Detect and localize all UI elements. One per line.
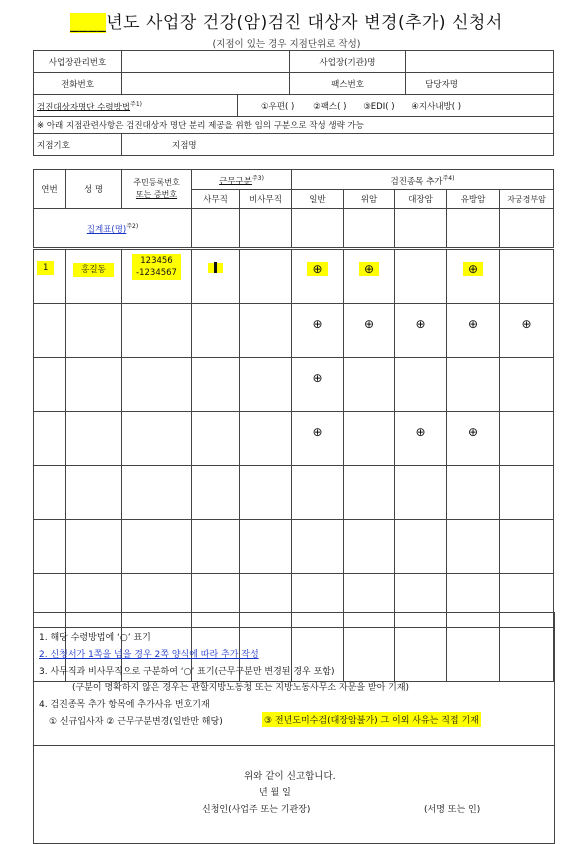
header-colon: 대장암 <box>395 190 447 209</box>
cell-seq[interactable] <box>34 412 66 466</box>
mgmt-no-label: 사업장관리번호 <box>34 51 122 73</box>
cell-rrn[interactable] <box>122 304 192 358</box>
branch-notice: ※ 아래 지점관련사항은 검진대상자 명단 분리 제공을 위한 임의 구분으로 작성 생략 가능 <box>34 117 554 134</box>
method-mail[interactable]: ①우편( ) <box>261 101 295 112</box>
cell-colon[interactable] <box>395 304 447 358</box>
circle-mark: ⊕ <box>312 425 323 439</box>
title-text: 년도 사업장 건강(암)검진 대상자 변경(추가) 신청서 <box>106 13 503 33</box>
cell-breast[interactable] <box>447 304 500 358</box>
cell-general[interactable] <box>292 466 344 520</box>
contact-label: 담당자명 <box>406 73 554 95</box>
cell-breast[interactable] <box>447 249 500 304</box>
header-work-type: 근무구분$^{주3)}$ <box>192 170 292 190</box>
cell-office[interactable] <box>192 304 240 358</box>
cell-rrn[interactable] <box>122 358 192 412</box>
table-row <box>34 466 554 520</box>
cell-breast[interactable] <box>447 358 500 412</box>
circle-mark: ⊕ <box>312 317 323 331</box>
workplace-name-label: 사업장(기관)명 <box>290 51 406 73</box>
cell-cervical[interactable] <box>500 249 554 304</box>
circle-mark: ⊕ <box>467 425 479 439</box>
form-subtitle: (지점이 있는 경우 지점단위로 작성) <box>212 39 361 50</box>
summary-cell[interactable] <box>344 209 395 249</box>
cell-rrn[interactable] <box>122 249 192 304</box>
office-mark <box>208 263 223 273</box>
cell-rrn[interactable] <box>122 520 192 574</box>
header-non-office: 비사무직 <box>240 190 292 209</box>
examinee-table <box>33 169 554 682</box>
cell-name[interactable] <box>66 358 122 412</box>
branch-code-label: 지점기호 <box>34 134 122 156</box>
cell-seq[interactable] <box>34 249 66 304</box>
cell-general[interactable] <box>292 249 344 304</box>
table-row <box>34 304 554 358</box>
circle-mark: ⊕ <box>415 425 426 439</box>
cell-name[interactable] <box>66 249 122 304</box>
cell-colon[interactable] <box>395 249 447 304</box>
header-cervical: 자궁경부암 <box>500 190 554 209</box>
name-value: 홍길동 <box>73 263 114 277</box>
receive-method-label: 검진대상자명단 수령방법$^{주1)}$ <box>34 95 238 117</box>
cell-general[interactable] <box>292 412 344 466</box>
cell-non-office[interactable] <box>240 466 292 520</box>
cell-colon[interactable] <box>395 466 447 520</box>
cell-stomach[interactable] <box>344 304 395 358</box>
method-fax[interactable]: ②팩스( ) <box>313 101 347 112</box>
summary-cell[interactable] <box>395 209 447 249</box>
cell-office[interactable] <box>192 358 240 412</box>
table-row <box>34 358 554 412</box>
cell-name[interactable] <box>66 412 122 466</box>
cell-non-office[interactable] <box>240 412 292 466</box>
note-4b: ③ 전년도미수검(대장암불가) 그 이외 사유는 직접 기재 <box>262 712 481 727</box>
cell-seq[interactable] <box>34 304 66 358</box>
cell-non-office[interactable] <box>240 358 292 412</box>
summary-cell[interactable] <box>447 209 500 249</box>
cell-stomach[interactable] <box>344 466 395 520</box>
method-edi[interactable]: ③EDI( ) <box>363 101 395 112</box>
phone-label: 전화번호 <box>34 73 122 95</box>
note-2[interactable]: 2. 신청서가 1쪽을 넘을 경우 2쪽 양식에 따라 추가 작성 <box>39 650 259 660</box>
summary-cell[interactable] <box>192 209 240 249</box>
cell-office[interactable] <box>192 412 240 466</box>
declaration-section <box>33 745 555 844</box>
phone-field[interactable] <box>122 73 290 95</box>
header-breast: 유방암 <box>447 190 500 209</box>
cell-cervical[interactable] <box>500 520 554 574</box>
circle-mark: ⊕ <box>521 317 532 331</box>
cell-cervical[interactable] <box>500 466 554 520</box>
cell-seq[interactable] <box>34 358 66 412</box>
header-seq: 연번 <box>34 170 66 209</box>
cell-non-office[interactable] <box>240 249 292 304</box>
cell-rrn[interactable] <box>122 412 192 466</box>
table-row <box>34 520 554 574</box>
cell-colon[interactable] <box>395 358 447 412</box>
cell-stomach[interactable] <box>344 249 395 304</box>
cell-general[interactable] <box>292 304 344 358</box>
header-general: 일반 <box>292 190 344 209</box>
circle-mark: ⊕ <box>363 317 375 331</box>
cell-general[interactable] <box>292 358 344 412</box>
cell-non-office[interactable] <box>240 304 292 358</box>
cell-office[interactable] <box>192 249 240 304</box>
mgmt-no-field[interactable] <box>122 51 290 73</box>
header-office: 사무직 <box>192 190 240 209</box>
circle-mark: ⊕ <box>307 262 327 276</box>
cell-stomach[interactable] <box>344 358 395 412</box>
signature-field[interactable]: (서명 또는 인) <box>424 805 481 815</box>
cell-stomach[interactable] <box>344 412 395 466</box>
cell-breast[interactable] <box>447 412 500 466</box>
header-stomach: 위암 <box>344 190 395 209</box>
circle-mark: ⊕ <box>467 317 479 331</box>
year-blank[interactable]: ____ <box>70 13 107 33</box>
summary-cell[interactable] <box>500 209 554 249</box>
method-visit[interactable]: ④지사내방( ) <box>411 101 462 112</box>
cell-breast[interactable] <box>447 520 500 574</box>
cell-stomach[interactable] <box>344 520 395 574</box>
cell-colon[interactable] <box>395 412 447 466</box>
cell-cervical[interactable] <box>500 304 554 358</box>
cell-name[interactable] <box>66 520 122 574</box>
summary-cell[interactable] <box>292 209 344 249</box>
circle-mark: ⊕ <box>415 317 426 331</box>
cell-office[interactable] <box>192 466 240 520</box>
note-1: 1. 해당 수령방법에 ‘○’ 표기 <box>39 633 151 643</box>
cell-seq[interactable] <box>34 520 66 574</box>
workplace-name-field[interactable] <box>406 51 554 73</box>
cell-office[interactable] <box>192 520 240 574</box>
form-title <box>0 8 573 33</box>
summary-label: 집계표(명)$^{주2)}$ <box>34 209 192 249</box>
rrn-value: 123456 -1234567 <box>132 254 181 280</box>
cell-cervical[interactable] <box>500 412 554 466</box>
summary-cell[interactable] <box>240 209 292 249</box>
cell-rrn[interactable] <box>122 466 192 520</box>
header-name: 성 명 <box>66 170 122 209</box>
notes-section <box>33 612 555 746</box>
note-3: 3. 사무직과 비사무직으로 구분하여 ‘○’ 표기(근무구분만 변경된 경우 포함) <box>39 667 335 677</box>
cell-name[interactable] <box>66 304 122 358</box>
fax-label: 팩스번호 <box>290 73 406 95</box>
table-row <box>34 412 554 466</box>
branch-name-label: 지점명 <box>122 134 554 156</box>
cell-non-office[interactable] <box>240 520 292 574</box>
note-3b: (구분이 명확하지 않은 경우는 관할지방노동청 또는 지방노동사무소 자문을 받아 기재) <box>72 683 410 693</box>
receive-methods <box>238 95 554 117</box>
header-rrn: 주민등록번호 또는 증번호 <box>122 170 192 209</box>
seq-value: 1 <box>37 261 54 275</box>
note-4a: ① 신규입사자 ② 근무구분변경(일반만 해당) <box>49 717 223 727</box>
cell-colon[interactable] <box>395 520 447 574</box>
table-row <box>34 249 554 304</box>
circle-mark: ⊕ <box>359 262 379 276</box>
header-exam-add: 검진종목 추가$^{주4)}$ <box>292 170 554 190</box>
cell-breast[interactable] <box>447 466 500 520</box>
cell-name[interactable] <box>66 466 122 520</box>
applicant-label: 신청인(사업주 또는 기관장) <box>202 805 311 815</box>
cell-cervical[interactable] <box>500 358 554 412</box>
declaration-text: 위와 같이 신고합니다. <box>244 771 336 782</box>
circle-mark: ⊕ <box>463 262 483 276</box>
note-4: 4. 검진종목 추가 항목에 추가사유 번호기재 <box>39 700 210 710</box>
workplace-info-table <box>33 50 554 156</box>
circle-mark: ⊕ <box>312 371 323 385</box>
cell-seq[interactable] <box>34 466 66 520</box>
cell-general[interactable] <box>292 520 344 574</box>
date-line[interactable]: 년 월 일 <box>259 788 291 798</box>
